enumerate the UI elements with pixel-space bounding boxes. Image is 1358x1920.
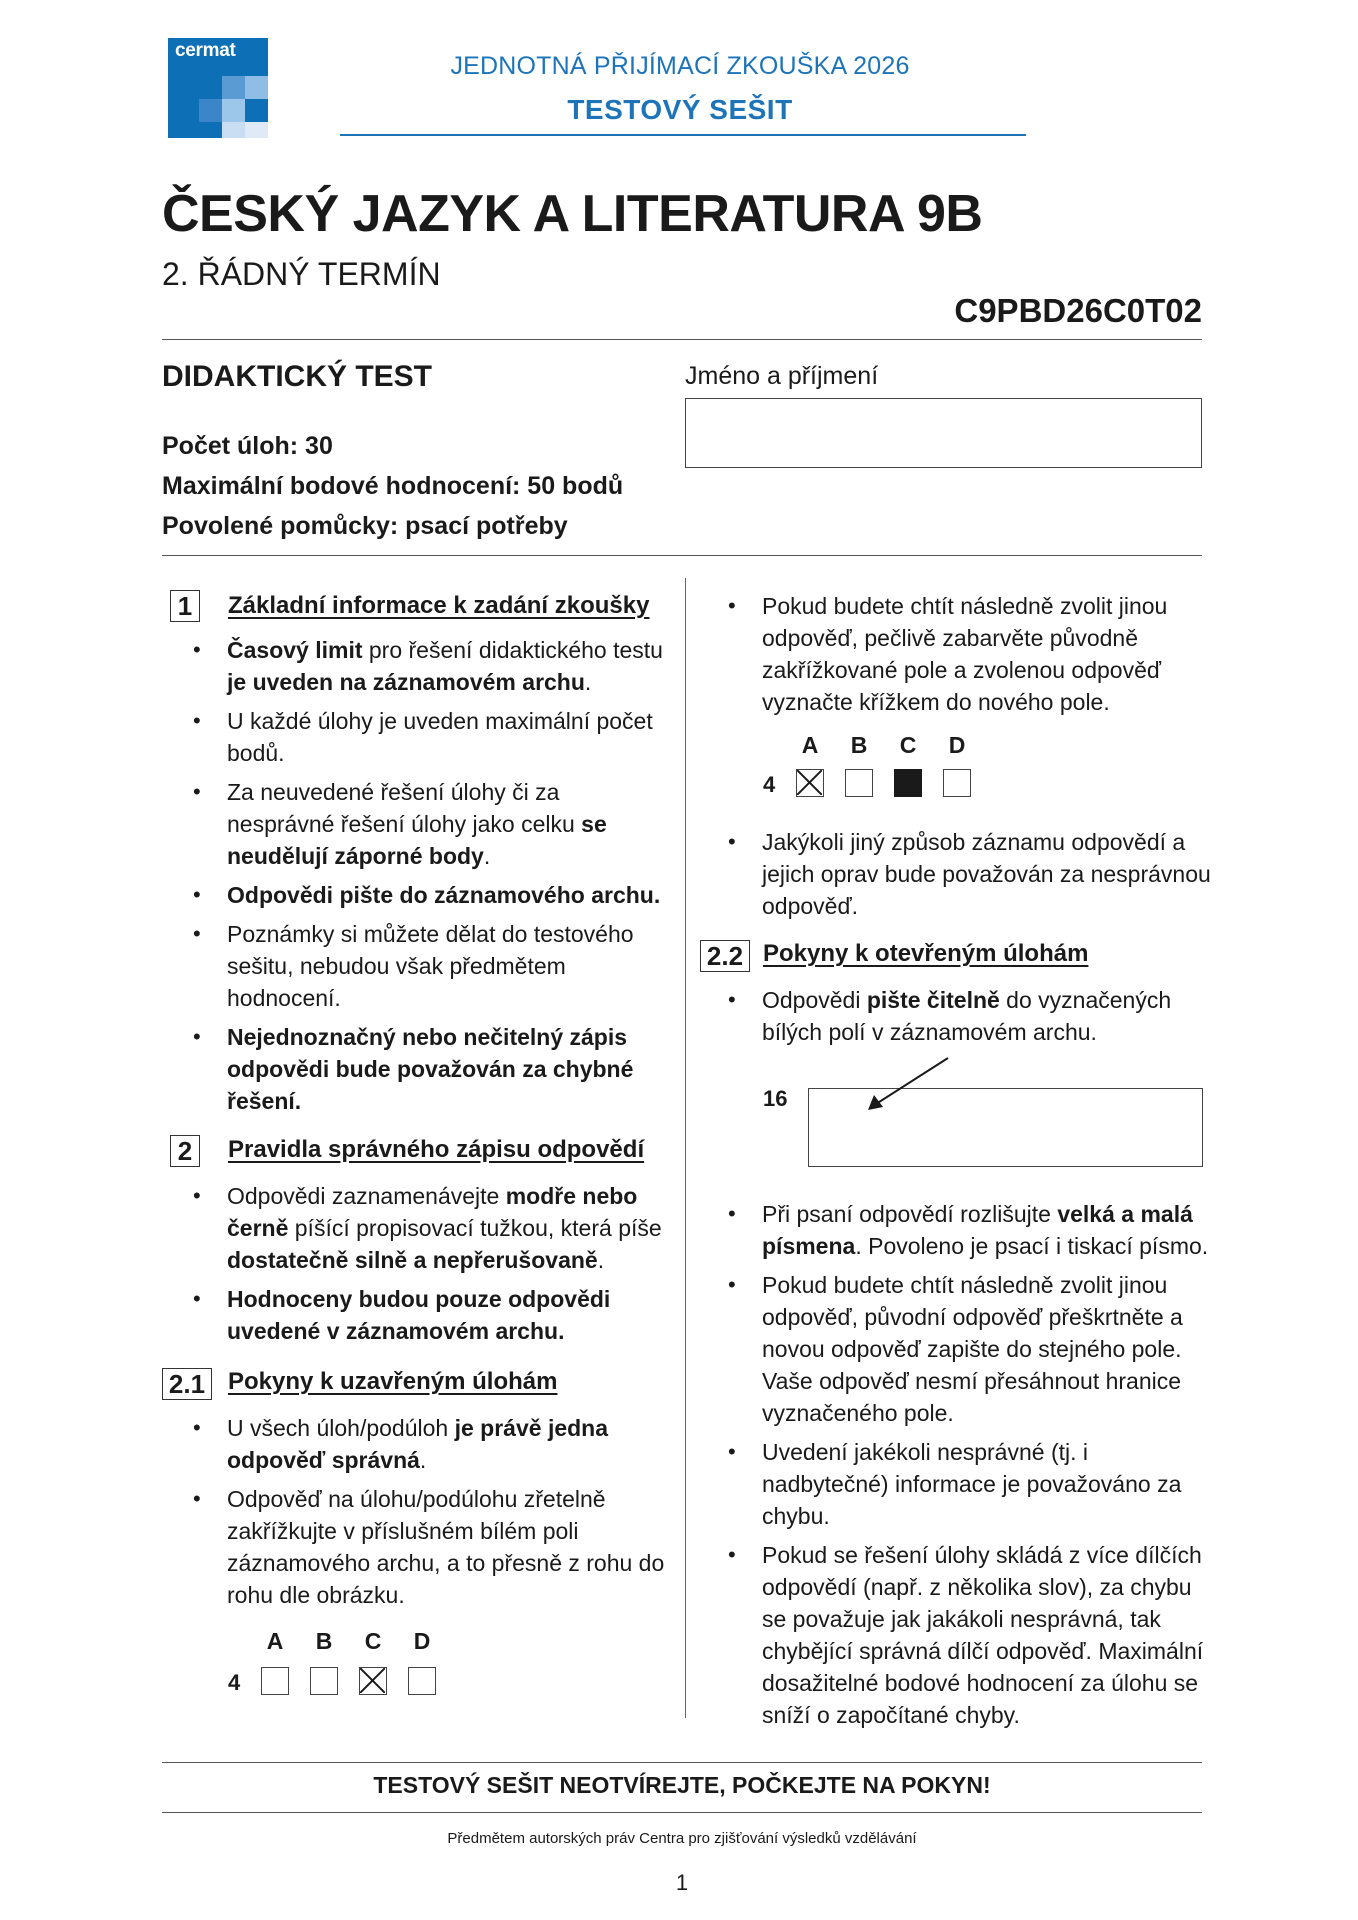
option-label: B: [315, 1628, 333, 1654]
section-1-list: [193, 634, 673, 1124]
section-number: 1: [170, 590, 200, 622]
list-item: • Poznámky si můžete dělat do testového sešitu, nebudou však předmětem hodnocení.: [193, 918, 673, 1014]
test-type: DIDAKTICKÝ TEST: [162, 360, 432, 393]
list-item: • Pokud budete chtít následně zvolit jinou odpověď, pečlivě zabarvěte původně zakřížkované pole a zvolenou odpověď vyznačte křížkem do nového pole.: [728, 590, 1218, 718]
answer-box: [261, 1667, 289, 1695]
answer-box-filled: [894, 769, 922, 797]
logo-square: [222, 76, 245, 99]
arrow-icon: [860, 1056, 950, 1114]
option-label: A: [801, 732, 819, 758]
column-separator: [685, 578, 686, 1718]
list-item: • Nejednoznačný nebo nečitelný zápis odpovědi bude považován za chybné řešení.: [193, 1021, 673, 1117]
name-label: Jméno a příjmení: [685, 362, 879, 390]
section-2-1-list-continued: [728, 590, 1218, 725]
list-item: • Odpovědi zaznamenávejte modře nebo černě píšící propisovací tužkou, která píše dostatečně silně a nepřerušovaně.: [193, 1180, 673, 1276]
section-number: 2.2: [700, 940, 750, 972]
option-label: A: [266, 1628, 284, 1654]
task-number: 4: [228, 1670, 241, 1695]
list-item: • Za neuvedené řešení úlohy či za nesprávné řešení úlohy jako celku se neudělují záporné body.: [193, 776, 673, 872]
option-label: D: [413, 1628, 431, 1654]
answer-box: [310, 1667, 338, 1695]
section-title: Pokyny k uzavřeným úlohám: [228, 1368, 558, 1395]
task-number: 16: [763, 1086, 788, 1111]
list-item: • Odpovědi pište do záznamového archu.: [193, 879, 673, 911]
logo-square: [199, 99, 222, 122]
logo-square: [222, 122, 245, 138]
task-number: 4: [763, 772, 776, 797]
option-label: B: [850, 732, 868, 758]
answer-box-crossed: [359, 1667, 387, 1695]
answer-box-crossed: [796, 769, 824, 797]
max-points: Maximální bodové hodnocení: 50 bodů: [162, 472, 624, 500]
task-count: Počet úloh: 30: [162, 432, 333, 460]
section-title: Základní informace k zadání zkoušky: [228, 592, 650, 619]
option-label: C: [364, 1628, 382, 1654]
section-2-1-list: [193, 1412, 673, 1618]
list-item: • Jakýkoli jiný způsob záznamu odpovědí a jejich oprav bude považován za nesprávnou odpověď.: [728, 826, 1218, 922]
list-item: • Odpověď na úlohu/podúlohu zřetelně zakřížkujte v příslušném bílém poli záznamového archu, a to přesně z rohu do rohu dle obrázku.: [193, 1483, 673, 1611]
copyright-note: Předmětem autorských práv Centra pro zjišťování výsledků vzdělávání: [447, 1830, 917, 1847]
cermat-logo: [168, 38, 268, 138]
divider: [162, 339, 1202, 340]
section-2-list: [193, 1180, 673, 1354]
list-item: • U každé úlohy je uveden maximální počet bodů.: [193, 705, 673, 769]
logo-square: [222, 99, 245, 122]
divider: [162, 1762, 1202, 1763]
list-item: • Pokud budete chtít následně zvolit jinou odpověď, původní odpověď přeškrtněte a novou odpověď zapište do stejného pole. Vaše odpověď nesmí přesáhnout hranice vyznačeného pole.: [728, 1269, 1220, 1429]
divider: [162, 1812, 1202, 1813]
booklet-label: TESTOVÝ SEŠIT: [567, 94, 793, 125]
exam-term: 2. ŘÁDNÝ TERMÍN: [162, 256, 441, 292]
answer-box: [845, 769, 873, 797]
logo-wordmark: cermat: [175, 40, 236, 61]
test-code: C9PBD26C0T02: [954, 292, 1202, 329]
page-number: 1: [675, 1870, 689, 1895]
section-2-2-list: [728, 984, 1218, 1055]
page-title: ČESKÝ JAZYK A LITERATURA 9B: [162, 185, 983, 243]
name-field[interactable]: [685, 398, 1202, 468]
section-number: 2.1: [162, 1368, 212, 1400]
option-label: D: [948, 732, 966, 758]
option-label: C: [899, 732, 917, 758]
section-number: 2: [170, 1135, 200, 1167]
footer-warning: TESTOVÝ SEŠIT NEOTVÍREJTE, POČKEJTE NA POKYN!: [373, 1772, 991, 1798]
cross-icon: [797, 770, 822, 795]
section-2-2-list-continued: [728, 1198, 1220, 1738]
list-item: • U všech úloh/podúloh je právě jedna odpověď správná.: [193, 1412, 673, 1476]
list-item: • Hodnoceny budou pouze odpovědi uvedené v záznamovém archu.: [193, 1283, 673, 1347]
answer-box: [943, 769, 971, 797]
list-item: • Pokud se řešení úlohy skládá z více dílčích odpovědí (např. z několika slov), za chybu se považuje jak jakákoli nesprávná, tak chybějící správná dílčí odpověď. Maximální dosažitelné bodové hodnocení za úlohu se sníží o započítané chyby.: [728, 1539, 1220, 1731]
header-rule: [340, 134, 1026, 136]
section-title: Pokyny k otevřeným úlohám: [763, 940, 1089, 967]
answer-box: [408, 1667, 436, 1695]
list-item: • Odpovědi pište čitelně do vyznačených bílých polí v záznamovém archu.: [728, 984, 1218, 1048]
exam-name: JEDNOTNÁ PŘIJÍMACÍ ZKOUŠKA 2026: [450, 52, 910, 80]
cross-icon: [360, 1668, 385, 1693]
section-title: Pravidla správného zápisu odpovědí: [228, 1136, 645, 1163]
logo-square: [245, 76, 268, 99]
list-item: • Uvedení jakékoli nesprávné (tj. i nadbytečné) informace je považováno za chybu.: [728, 1436, 1220, 1532]
divider: [162, 555, 1202, 556]
list-item: • Při psaní odpovědí rozlišujte velká a malá písmena. Povoleno je psací i tiskací písmo.: [728, 1198, 1220, 1262]
allowed-aids: Povolené pomůcky: psací potřeby: [162, 512, 568, 540]
logo-square: [245, 122, 268, 138]
section-2-1-list-end: [728, 826, 1218, 929]
list-item: • Časový limit pro řešení didaktického testu je uveden na záznamovém archu.: [193, 634, 673, 698]
